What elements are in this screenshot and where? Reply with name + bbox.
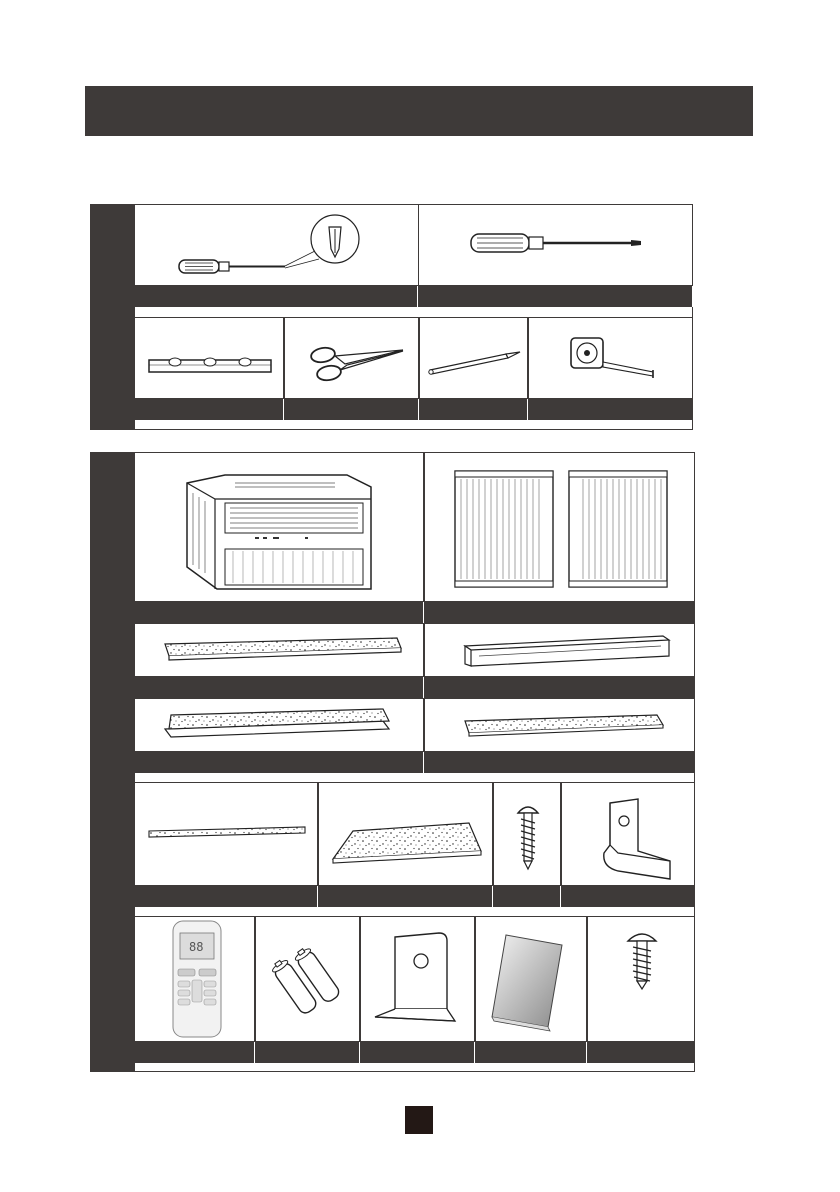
support-bracket-icon [361, 917, 476, 1043]
tool-cell-tape-measure [528, 317, 693, 399]
part-label-side-curtains [424, 602, 695, 623]
tool-label-flat-screwdriver [418, 286, 693, 307]
scissors-icon [285, 318, 420, 400]
part-cell-screw-a [493, 782, 561, 886]
part-label-foam-strip-c [424, 752, 695, 773]
part-label-thin-foam-strip [134, 886, 318, 907]
foam-strip-icon [135, 699, 425, 753]
foam-strip-icon [425, 699, 696, 753]
part-cell-foam-strip-c [424, 698, 695, 752]
top-rail-icon [425, 624, 696, 678]
foam-strip-icon [135, 624, 425, 678]
tool-label-level [134, 399, 284, 420]
tool-cell-level [134, 317, 284, 399]
flat-screwdriver-icon [419, 205, 694, 287]
tool-cell-phillips-screwdriver [134, 204, 419, 286]
batteries-icon [256, 917, 361, 1043]
tool-cell-flat-screwdriver [418, 204, 693, 286]
part-cell-support-bracket [360, 916, 475, 1042]
part-cell-foam-strip-a [134, 623, 424, 677]
tool-label-tape-measure [528, 399, 693, 420]
level-icon [135, 318, 285, 400]
part-label-screw-b [587, 1042, 695, 1063]
air-conditioner-icon [135, 453, 425, 603]
remote-control-icon [135, 917, 256, 1043]
part-cell-foam-strip-b [134, 698, 424, 752]
user-manual-icon [476, 917, 588, 1043]
part-label-top-rail [424, 677, 695, 698]
svg-text:88: 88 [189, 940, 204, 954]
tool-label-pencil [419, 399, 528, 420]
part-cell-foam-pad [318, 782, 493, 886]
thin-foam-strip-icon [135, 783, 319, 887]
phillips-screwdriver-icon [135, 205, 420, 287]
side-curtain-panels-icon [425, 453, 696, 603]
tape-measure-icon [529, 318, 694, 400]
tool-label-phillips-screwdriver [134, 286, 418, 307]
part-label-user-manual [475, 1042, 587, 1063]
part-label-air-conditioner [134, 602, 424, 623]
part-cell-screw-b [587, 916, 695, 1042]
part-cell-batteries [255, 916, 360, 1042]
part-label-support-bracket [360, 1042, 475, 1063]
part-label-batteries [255, 1042, 360, 1063]
part-cell-user-manual [475, 916, 587, 1042]
part-label-foam-strip-b [134, 752, 424, 773]
tools-section-tab [90, 204, 134, 430]
parts-section-tab [90, 452, 134, 1072]
section-header-bar [85, 86, 753, 136]
tool-label-scissors [284, 399, 419, 420]
part-cell-side-curtains [424, 452, 695, 602]
part-label-foam-strip-a [134, 677, 424, 698]
part-cell-l-bracket [561, 782, 695, 886]
screw-icon [494, 783, 562, 887]
part-cell-thin-foam-strip [134, 782, 318, 886]
page-number-box [405, 1106, 433, 1134]
part-label-remote-control [134, 1042, 255, 1063]
foam-pad-icon [319, 783, 494, 887]
l-bracket-icon [562, 783, 696, 887]
tool-cell-pencil [419, 317, 528, 399]
part-cell-top-rail [424, 623, 695, 677]
screw-icon [588, 917, 696, 1043]
tool-cell-scissors [284, 317, 419, 399]
part-cell-remote-control [134, 916, 255, 1042]
part-cell-air-conditioner [134, 452, 424, 602]
part-label-screw-a [493, 886, 561, 907]
part-label-l-bracket [561, 886, 695, 907]
pencil-icon [420, 318, 529, 400]
part-label-foam-pad [318, 886, 493, 907]
